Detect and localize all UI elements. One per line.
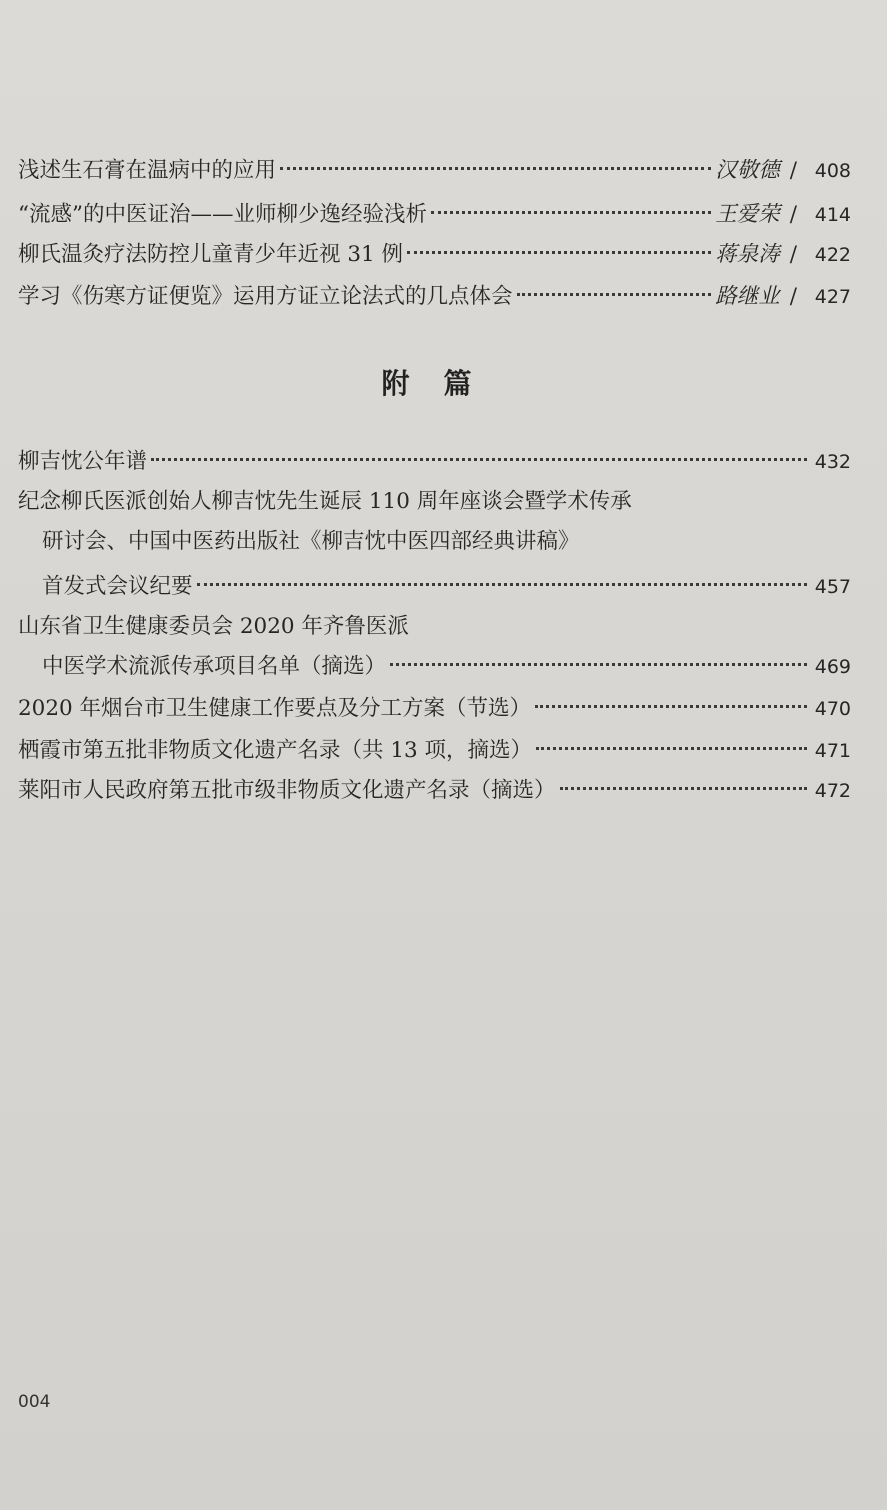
entry-title: 柳吉忱公年谱: [18, 449, 148, 474]
entry-author: 蒋泉涛: [715, 242, 780, 267]
toc-entry-line: [18, 487, 851, 517]
toc-entry-line: [18, 612, 851, 642]
entry-page: 422: [814, 244, 851, 266]
separator: /: [789, 202, 797, 227]
toc-entry: [42, 652, 851, 682]
entry-author: 路继业: [715, 284, 780, 309]
toc-entry: [18, 447, 851, 477]
entry-title: “流感”的中医证治——业师柳少逸经验浅析: [18, 202, 427, 227]
toc-entry: [18, 694, 851, 724]
entry-page: 472: [814, 780, 851, 802]
entry-title-continued: 首发式会议纪要: [42, 574, 193, 599]
section-heading: 附篇: [381, 367, 506, 400]
entry-page: 414: [814, 204, 851, 226]
entry-page: 432: [814, 451, 851, 473]
entry-author: 汉敬德: [715, 158, 780, 183]
entry-title: 柳氏温灸疗法防控儿童青少年近视 31 例: [18, 242, 404, 267]
toc-entry: [18, 200, 851, 230]
entry-page: 469: [814, 656, 851, 678]
entry-title: 栖霞市第五批非物质文化遗产名录（共 13 项，摘选）: [18, 738, 533, 763]
entry-page: 457: [814, 576, 851, 598]
toc-entry: [18, 240, 851, 270]
leader-dots: [536, 747, 807, 750]
leader-dots: [151, 458, 807, 461]
toc-entry: [18, 776, 851, 806]
entry-title: 2020 年烟台市卫生健康工作要点及分工方案（节选）: [18, 696, 532, 721]
entry-title: 学习《伤寒方证便览》运用方证立论法式的几点体会: [18, 284, 513, 309]
leader-dots: [431, 211, 711, 214]
toc-entry: [18, 736, 851, 766]
toc-entry: [42, 572, 851, 602]
leader-dots: [197, 583, 807, 586]
separator: /: [789, 158, 797, 183]
page-number: 004: [18, 1392, 51, 1412]
leader-dots: [535, 705, 807, 708]
entry-page: 471: [814, 740, 851, 762]
toc-entry-line: [42, 527, 851, 557]
entry-author: 王爱荣: [715, 202, 780, 227]
entry-page: 427: [814, 286, 851, 308]
leader-dots: [390, 663, 807, 666]
leader-dots: [280, 167, 711, 170]
toc-entry: [18, 282, 851, 312]
entry-title: 浅述生石膏在温病中的应用: [18, 158, 277, 183]
entry-page: 470: [814, 698, 851, 720]
entry-title: 莱阳市人民政府第五批市级非物质文化遗产名录（摘选）: [18, 778, 556, 803]
entry-title: 纪念柳氏医派创始人柳吉忱先生诞辰 110 周年座谈会暨学术传承: [18, 489, 632, 514]
separator: /: [789, 284, 797, 309]
entry-title: 山东省卫生健康委员会 2020 年齐鲁医派: [18, 614, 409, 639]
entry-page: 408: [814, 160, 851, 182]
leader-dots: [407, 251, 711, 254]
separator: /: [789, 242, 797, 267]
entry-title-continued: 研讨会、中国中医药出版社《柳吉忱中医四部经典讲稿》: [42, 529, 580, 554]
entry-title-continued: 中医学术流派传承项目名单（摘选）: [42, 654, 387, 679]
toc-entry: [18, 156, 851, 186]
leader-dots: [517, 293, 712, 296]
leader-dots: [560, 787, 807, 790]
